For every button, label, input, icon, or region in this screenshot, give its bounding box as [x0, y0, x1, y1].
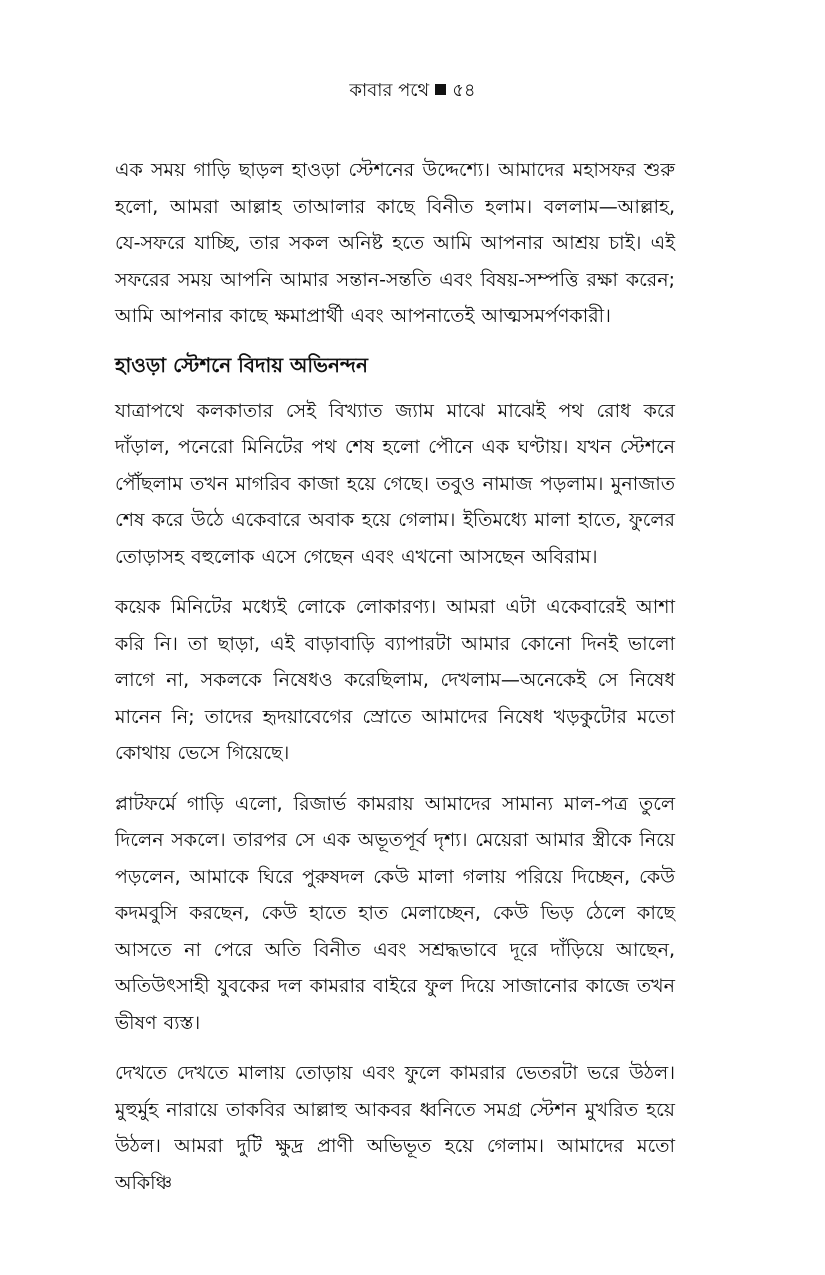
paragraph-4: প্লাটফর্মে গাড়ি এলো, রিজার্ভ কামরায় আমাদের সামান্য মাল-পত্র তুলে দিলেন সকলে। তারপর সে এক অভূতপূর্ব দৃশ্য। মেয়েরা আমার স্ত্রীকে নিয়ে পড়লেন, আমাকে ঘিরে পুরুষদল কেউ মালা গলায় পরিয়ে দিচ্ছেন, কেউ কদমবুসি করছেন, কেউ হাতে হাত মেলাচ্ছেন, কেউ ভিড় ঠেলে কাছে আসতে না পেরে অতি বিনীত এবং সশ্রদ্ধভাবে দূরে দাঁড়িয়ে আছেন, অতিউৎসাহী যুবকের দল কামরার বাইরে ফুল দিয়ে সাজানোর কাজে তখন ভীষণ ব্যস্ত। [115, 792, 675, 1034]
paragraph-3: কয়েক মিনিটের মধ্যেই লোকে লোকারণ্য। আমরা এটা একেবারেই আশা করি নি। তা ছাড়া, এই বাড়াবাড়ি ব্যাপারটা আমার কোনো দিনই ভালো লাগে না, সকলকে নিষেধও করেছিলাম, দেখলাম—অনেকেই সে নিষেধ মানেন নি; তাদের হৃদয়াবেগের স্রোতে আমাদের নিষেধ খড়কুটোর মতো কোথায় ভেসে গিয়েছে। [115, 596, 675, 764]
page-number: ৫৪ [452, 80, 476, 101]
body-text [115, 152, 675, 1215]
paragraph-5: দেখতে দেখতে মালায় তোড়ায় এবং ফুলে কামরার ভেতরটা ভরে উঠল। মুহুর্মুহ নারায়ে তাকবির আল্লাহু আকবর ধ্বনিতে সমগ্র স্টেশন মুখরিত হয়ে উঠল। আমরা দুটি ক্ষুদ্র প্রাণী অভিভূত হয়ে গেলাম। আমাদের মতো অকিঞ্চি [115, 1062, 675, 1194]
separator-square-icon [435, 84, 446, 95]
paragraph-2: যাত্রাপথে কলকাতার সেই বিখ্যাত জ্যাম মাঝে মাঝেই পথ রোধ করে দাঁড়াল, পনেরো মিনিটের পথ শেষ হলো পৌনে এক ঘণ্টায়। যখন স্টেশনে পৌঁছলাম তখন মাগরিব কাজা হয়ে গেছে। তবুও নামাজ পড়লাম। মুনাজাত শেষ করে উঠে একেবারে অবাক হয়ে গেলাম। ইতিমধ্যে মালা হাতে, ফুলের তোড়াসহ বহুলোক এসে গেছেন এবং এখনো আসছেন অবিরাম। [115, 399, 675, 568]
book-title: কাবার পথে [349, 80, 430, 101]
section-heading: হাওড়া স্টেশনে বিদায় অভিনন্দন [115, 352, 368, 377]
paragraph-1: এক সময় গাড়ি ছাড়ল হাওড়া স্টেশনের উদ্দেশ্যে। আমাদের মহাসফর শুরু হলো, আমরা আল্লাহ তাআলার কাছে বিনীত হলাম। বললাম—আল্লাহ, যে-সফরে যাচ্ছি, তার সকল অনিষ্ট হতে আমি আপনার আশ্রয় চাই। এই সফরের সময় আপনি আমার সন্তান-সন্ততি এবং বিষয়-সম্পত্তি রক্ষা করেন; আমি আপনার কাছে ক্ষমাপ্রার্থী এবং আপনাতেই আত্মসমর্পণকারী। [115, 159, 675, 327]
running-header [0, 78, 825, 104]
